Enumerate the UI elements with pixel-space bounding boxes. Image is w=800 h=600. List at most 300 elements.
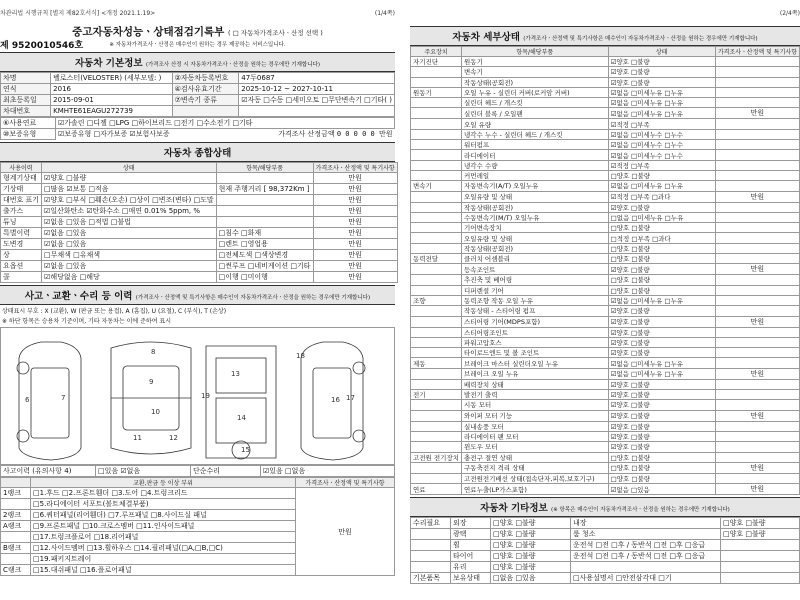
parts-rank bbox=[1, 532, 31, 543]
detail-item: 자동변속기(A/T) 오일누유 bbox=[462, 181, 609, 191]
detail-price: 만원 bbox=[715, 462, 799, 473]
other-status: □양호 □불량 bbox=[491, 540, 571, 551]
overall-price: 만원 bbox=[313, 184, 397, 195]
other-item-2: 운전석 □전 □후 / 동반석 □전 □후 □응급 bbox=[571, 540, 721, 551]
detail-status: ☑양호 □불량 bbox=[608, 379, 715, 389]
law-header: 차관리법 시행규칙 [별지 제82호서식] <개정 2021.1.19> bbox=[0, 10, 156, 17]
detail-group bbox=[411, 473, 462, 483]
other-item-2: □사용설명서 □안전삼각대 □기 bbox=[571, 573, 721, 584]
detail-item: 라디에이터 bbox=[462, 150, 609, 160]
overall-status: □무채색 □유채색 bbox=[42, 250, 217, 261]
right-page bbox=[410, 0, 800, 600]
other-item: 휠 bbox=[451, 540, 491, 551]
detail-row bbox=[411, 119, 800, 129]
detail-price bbox=[715, 223, 799, 233]
detail-status: □없음 □미세누유 □누유 bbox=[608, 212, 715, 222]
detail-item: 발전기 출력 bbox=[462, 390, 609, 400]
detail-group bbox=[411, 243, 462, 253]
fuel-table bbox=[0, 117, 395, 140]
detail-price bbox=[715, 243, 799, 253]
overall-part: □썬루프 □네비게이션 □기타 bbox=[216, 261, 313, 272]
detail-item: 클러치 어셈블리 bbox=[462, 254, 609, 264]
detail-column-header: 상태 bbox=[608, 47, 715, 57]
detail-price bbox=[715, 67, 799, 77]
detail-row bbox=[411, 160, 800, 170]
parts-column-header: 교환,판금 등 이상 부위 bbox=[31, 478, 296, 488]
overall-row bbox=[1, 250, 398, 261]
detail-status: □양호 □불량 bbox=[608, 462, 715, 473]
detail-price bbox=[715, 295, 799, 305]
detail-group bbox=[411, 285, 462, 295]
overall-status: ☑없음 □있음 □적법 □불법 bbox=[42, 217, 217, 228]
basic-info-value-2: 47두0687 bbox=[239, 73, 395, 84]
parts-list: □12.사이드멤버 □13.휠하우스 □14.필러패널(□A,□B,□C) bbox=[31, 543, 296, 554]
detail-item: 오일 유량 bbox=[462, 119, 609, 129]
overall-status: ☑해당없음 □해당 bbox=[42, 272, 217, 283]
detail-price bbox=[715, 160, 799, 170]
overall-part bbox=[216, 195, 313, 206]
detail-price: 만원 bbox=[715, 191, 799, 202]
detail-row bbox=[411, 150, 800, 160]
other-status-2 bbox=[721, 573, 800, 584]
overall-row bbox=[1, 261, 398, 272]
basic-info-label: 연식 bbox=[1, 84, 51, 95]
detail-row bbox=[411, 202, 800, 212]
other-group bbox=[411, 562, 451, 573]
detail-price: 만원 bbox=[715, 264, 799, 275]
parts-list: □19.패키지트레이 bbox=[31, 554, 296, 565]
detail-status: ☑적정 □부족 □과다 bbox=[608, 191, 715, 202]
basic-info-value-2: 2025-10-12 ~ 2027-10-11 bbox=[239, 84, 395, 95]
car-part-number: 13 bbox=[231, 370, 240, 378]
detail-item: 라디에이터 팬 모터 bbox=[462, 431, 609, 441]
detail-item: 커먼레일 bbox=[462, 170, 609, 180]
overall-item-label: 출가스 bbox=[1, 206, 42, 217]
fuel-label: ⑥사용연료 bbox=[1, 118, 56, 129]
detail-row bbox=[411, 233, 800, 243]
detail-item: 동력조향 작동 오일 누유 bbox=[462, 295, 609, 305]
overall-table bbox=[0, 162, 398, 283]
detail-group bbox=[411, 431, 462, 441]
detail-group bbox=[411, 421, 462, 431]
other-status: □양호 □불량 bbox=[491, 551, 571, 562]
detail-status: □양호 □불량 bbox=[608, 223, 715, 233]
detail-price bbox=[715, 327, 799, 337]
detail-price bbox=[715, 140, 799, 150]
other-section bbox=[410, 497, 800, 517]
detail-item: 실린더 블록 / 오일팬 bbox=[462, 108, 609, 119]
detail-status: ☑양호 □불량 bbox=[608, 316, 715, 327]
detail-row bbox=[411, 337, 800, 347]
overall-row bbox=[1, 239, 398, 250]
basic-info-label-2: ④검사유효기간 bbox=[172, 84, 239, 95]
parts-rank bbox=[1, 499, 31, 510]
detail-status: □양호 □불량 bbox=[608, 170, 715, 180]
detail-item: 추진축 및 베어링 bbox=[462, 275, 609, 285]
parts-rank: 1랭크 bbox=[1, 488, 31, 499]
detail-price: 만원 bbox=[715, 108, 799, 119]
detail-status: ☑양호 □불량 bbox=[608, 400, 715, 410]
other-item: 유리 bbox=[451, 562, 491, 573]
detail-item: 실내송풍 모터 bbox=[462, 421, 609, 431]
detail-item: 브레이크 마스터 실린더오일 누유 bbox=[462, 358, 609, 368]
overall-item-label: 형계기상태 bbox=[1, 173, 42, 184]
detail-item: 워터펌프 bbox=[462, 140, 609, 150]
section-note: (가격조사ㆍ산정액 및 특기사항은 매수인이 자동차가격조사ㆍ산정을 원하는 경우에만 기재합니다) bbox=[523, 36, 758, 42]
detail-status: □양호 □불량 bbox=[608, 275, 715, 285]
section-title: 사고ㆍ교환ㆍ수리 등 이력 bbox=[24, 291, 133, 302]
detail-status: ☑양호 □불량 bbox=[608, 264, 715, 275]
left-page bbox=[0, 0, 395, 600]
detail-group: 제동 bbox=[411, 358, 462, 368]
detail-row bbox=[411, 87, 800, 97]
basic-info-row bbox=[1, 73, 395, 84]
detail-group bbox=[411, 98, 462, 108]
detail-row bbox=[411, 170, 800, 180]
detail-row bbox=[411, 212, 800, 222]
other-item: 광택 bbox=[451, 529, 491, 540]
detail-item: 실린더 헤드 / 개스킷 bbox=[462, 98, 609, 108]
detail-row bbox=[411, 431, 800, 441]
detail-group bbox=[411, 140, 462, 150]
car-part-number: 12 bbox=[169, 434, 178, 442]
detail-section bbox=[410, 26, 800, 46]
other-group: 기본품목 bbox=[411, 573, 451, 584]
detail-group: 전기 bbox=[411, 390, 462, 400]
detail-price bbox=[715, 87, 799, 97]
detail-price bbox=[715, 452, 799, 462]
detail-group bbox=[411, 191, 462, 202]
other-group: 수리필요 bbox=[411, 518, 451, 529]
overall-item-label: 도변경 bbox=[1, 239, 42, 250]
detail-price bbox=[715, 119, 799, 129]
detail-price bbox=[715, 170, 799, 180]
detail-item: 등속조인트 bbox=[462, 264, 609, 275]
section-title: 자동차 종합상태 bbox=[163, 148, 232, 159]
detail-item: 오일 누유 ‑ 실린더 커버(로커암 커버) bbox=[462, 87, 609, 97]
detail-item: 브레이크 오일 누유 bbox=[462, 368, 609, 379]
car-part-number: 19 bbox=[201, 392, 210, 400]
detail-price bbox=[715, 150, 799, 160]
detail-row bbox=[411, 390, 800, 400]
detail-status: ☑없음 □미세누유 □누유 bbox=[608, 368, 715, 379]
detail-row bbox=[411, 264, 800, 275]
detail-price bbox=[715, 337, 799, 347]
car-part-number: 11 bbox=[133, 434, 142, 442]
other-status-2 bbox=[721, 540, 800, 551]
overall-row bbox=[1, 173, 398, 184]
parts-row bbox=[1, 488, 395, 499]
car-top-view-outline bbox=[111, 342, 191, 454]
detail-row bbox=[411, 462, 800, 473]
overall-row bbox=[1, 184, 398, 195]
detail-item: 연료누출(LP가스포함) bbox=[462, 484, 609, 495]
basic-info-label-2: ⑦변속기 종류 bbox=[172, 95, 239, 106]
detail-group: 조향 bbox=[411, 295, 462, 305]
price-label: 가격조사 산정금액 bbox=[278, 130, 335, 138]
detail-item: 변속기 bbox=[462, 67, 609, 77]
detail-item: 원동기 bbox=[462, 57, 609, 67]
other-status: □양호 □불량 bbox=[491, 518, 571, 529]
overall-item-label: 콜 bbox=[1, 272, 42, 283]
basic-info-label: 차명 bbox=[1, 73, 51, 84]
detail-row bbox=[411, 358, 800, 368]
overall-part bbox=[216, 217, 313, 228]
overall-part: □침수 □화재 bbox=[216, 228, 313, 239]
detail-item: 고전원전기배선 상태(접속단자,피복,보호기구) bbox=[462, 473, 609, 483]
detail-status: □양호 □불량 bbox=[608, 243, 715, 253]
other-row bbox=[411, 551, 800, 562]
detail-row bbox=[411, 295, 800, 305]
detail-item: 구동축전지 격리 상태 bbox=[462, 462, 609, 473]
detail-item: 타이로드엔드 및 볼 조인트 bbox=[462, 348, 609, 358]
basic-info-value: 2016 bbox=[51, 84, 172, 95]
other-row bbox=[411, 573, 800, 584]
overall-column-header: 가격조사ㆍ산정액 및 특기사항 bbox=[313, 163, 397, 173]
detail-item: 시동 모터 bbox=[462, 400, 609, 410]
detail-price bbox=[715, 129, 799, 139]
overall-part: □전체도색 □색상변경 bbox=[216, 250, 313, 261]
other-row bbox=[411, 562, 800, 573]
detail-row bbox=[411, 275, 800, 285]
detail-group bbox=[411, 316, 462, 327]
other-item-2: 내장 bbox=[571, 518, 721, 529]
detail-status: ☑양호 □불량 bbox=[608, 202, 715, 212]
detail-row bbox=[411, 98, 800, 108]
other-group bbox=[411, 540, 451, 551]
parts-rank bbox=[1, 554, 31, 565]
basic-info-label: 최초등록일 bbox=[1, 95, 51, 106]
other-group bbox=[411, 551, 451, 562]
overall-status: ☑없음 □있음 bbox=[42, 261, 217, 272]
detail-item: 충전구 절연 상태 bbox=[462, 452, 609, 462]
detail-row bbox=[411, 191, 800, 202]
basic-info-value: KMHTE61EAGU272739 bbox=[51, 106, 172, 117]
detail-status: ☑없음 □미세누유 □누유 bbox=[608, 87, 715, 97]
detail-group bbox=[411, 160, 462, 170]
car-part-number: 9 bbox=[149, 378, 154, 386]
detail-column-header: 가격조사ㆍ산정액 및 특기사항 bbox=[715, 47, 799, 57]
overall-row bbox=[1, 228, 398, 239]
overall-price: 만원 bbox=[313, 250, 397, 261]
car-part-number: 10 bbox=[151, 408, 160, 416]
detail-group: 변속기 bbox=[411, 181, 462, 191]
detail-price bbox=[715, 98, 799, 108]
detail-group: 고전원 전기장치 bbox=[411, 452, 462, 462]
detail-row bbox=[411, 223, 800, 233]
parts-list: □5.라디에이터 서포트(볼트체결부품) bbox=[31, 499, 296, 510]
section-note: (※ 항목은 매수인이 자동차가격조사ㆍ산정을 원하는 경우에만 기재합니다) bbox=[551, 507, 730, 514]
other-item: 보유상태 bbox=[451, 573, 491, 584]
detail-status: ☑없음 □미세누수 □누수 bbox=[608, 129, 715, 139]
overall-part: □이행 □미이행 bbox=[216, 272, 313, 283]
parts-rank: A랭크 bbox=[1, 521, 31, 532]
overall-price: 만원 bbox=[313, 239, 397, 250]
legend-line-1: 상태표시 부호 : X (교환), W (판금 또는 용접), A (흠집), U (요철), C (부식), T (손상) bbox=[2, 308, 227, 315]
fuel-options: ☑가솔린 □디젤 □LPG □하이브리드 □전기 □수소전기 □기타 bbox=[56, 118, 395, 129]
detail-price bbox=[715, 358, 799, 368]
overall-row bbox=[1, 206, 398, 217]
document-number: 제 9520010546호 bbox=[0, 41, 84, 51]
car-part-number: 18 bbox=[296, 352, 305, 360]
detail-row bbox=[411, 129, 800, 139]
detail-group bbox=[411, 442, 462, 452]
section-note: (가격조사 산정 시 자동차가격조사ㆍ산정을 원하는 경우에만 기재합니다) bbox=[145, 62, 321, 68]
detail-item: 디퍼렌셜 기어 bbox=[462, 285, 609, 295]
overall-section bbox=[0, 142, 395, 162]
basic-info-table bbox=[0, 72, 395, 117]
detail-row bbox=[411, 484, 800, 495]
detail-price bbox=[715, 57, 799, 67]
price-value: 0 0 0 0 0 만원 bbox=[336, 130, 393, 138]
detail-price bbox=[715, 348, 799, 358]
detail-price bbox=[715, 275, 799, 285]
detail-status: ☑양호 □불량 bbox=[608, 306, 715, 316]
detail-row bbox=[411, 285, 800, 295]
detail-item: 냉각수 수량 bbox=[462, 160, 609, 170]
parts-list: □9.프론트패널 □10.크로스멤버 □11.인사이드패널 bbox=[31, 521, 296, 532]
detail-status: □양호 □불량 bbox=[608, 285, 715, 295]
detail-item: 작동상태(공회전) bbox=[462, 202, 609, 212]
detail-item: 냉각수 누수 ‑ 실린더 헤드 / 개스킷 bbox=[462, 129, 609, 139]
overall-item-label: 대번호 표기 bbox=[1, 195, 42, 206]
legend-line-2: ※ 하단 항목은 승용차 기준이며, 기타 자동차는 이에 준하여 표시 bbox=[2, 318, 172, 325]
detail-group bbox=[411, 119, 462, 129]
detail-item: 작동상태 ‑ 스티어링 펌프 bbox=[462, 306, 609, 316]
detail-row bbox=[411, 421, 800, 431]
overall-column-header: 항목/해당부품 bbox=[216, 163, 313, 173]
detail-item: 윈도우 모터 bbox=[462, 442, 609, 452]
detail-group bbox=[411, 337, 462, 347]
detail-row bbox=[411, 327, 800, 337]
overall-row bbox=[1, 195, 398, 206]
overall-item-label: 특별이력 bbox=[1, 228, 42, 239]
detail-price bbox=[715, 202, 799, 212]
title-note: ※ 자동차가격조사ㆍ산정은 매수인이 원하는 경우 제공하는 서비스입니다. bbox=[109, 42, 286, 48]
detail-row bbox=[411, 410, 800, 421]
parts-list: □1.후드 □2.프론트휀더 □3.도어 □4.트렁크리드 bbox=[31, 488, 296, 499]
warranty-options: ☑보증유형 □자가보증 ☑보험사보증 bbox=[58, 130, 170, 138]
parts-list: □15.대쉬패널 □16.플로어패널 bbox=[31, 565, 296, 576]
overall-status: ☑없음 □있음 bbox=[42, 228, 217, 239]
overall-price: 만원 bbox=[313, 217, 397, 228]
other-status: □양호 □불량 bbox=[491, 529, 571, 540]
detail-table bbox=[410, 46, 800, 495]
overall-column-header: 사용이력 bbox=[1, 163, 42, 173]
detail-price bbox=[715, 400, 799, 410]
detail-price bbox=[715, 254, 799, 264]
title-options: ( □ 자동차가격조사ㆍ산정 선택 ) bbox=[227, 29, 323, 37]
page-number-right: (2/4쪽) bbox=[779, 10, 800, 17]
detail-price bbox=[715, 181, 799, 191]
basic-info-label-2: ②자동차등록번호 bbox=[172, 73, 239, 84]
basic-info-value-2: ☑자동 □수동 □세미오토 □무단변속기 □기타( ) bbox=[239, 95, 395, 106]
overall-part: 현재 주행거리 [ 98,372Km ] bbox=[216, 184, 313, 195]
detail-column-header: 주요장치 bbox=[411, 47, 462, 57]
detail-price bbox=[715, 379, 799, 389]
detail-group bbox=[411, 77, 462, 87]
detail-status: ☑양호 □불량 bbox=[608, 327, 715, 337]
detail-row bbox=[411, 181, 800, 191]
other-status: □양호 □불량 bbox=[491, 562, 571, 573]
overall-status: ☑일산화탄소 ☑탄화수소 □매연 0.01% 5ppm, % bbox=[42, 206, 217, 217]
detail-row bbox=[411, 243, 800, 253]
other-item: 타이어 bbox=[451, 551, 491, 562]
detail-price bbox=[715, 212, 799, 222]
overall-row bbox=[1, 217, 398, 228]
detail-row bbox=[411, 379, 800, 389]
simple-repair-status: ☑있음 □없음 bbox=[261, 466, 395, 477]
parts-list: □17.트렁크플로어 □18.리어패널 bbox=[31, 532, 296, 543]
basic-info-value-2 bbox=[239, 106, 395, 117]
detail-price bbox=[715, 233, 799, 243]
basic-info-value: 2015-09-01 bbox=[51, 95, 172, 106]
overall-status: □많음 ☑보통 □적음 bbox=[42, 184, 217, 195]
overall-part bbox=[216, 173, 313, 184]
detail-price bbox=[715, 77, 799, 87]
overall-part bbox=[216, 206, 313, 217]
detail-status: ☑없음 □미세누유 □누유 bbox=[608, 295, 715, 305]
basic-info-value: 벨로스터(VELOSTER) (세부모델: ) bbox=[51, 73, 172, 84]
detail-row bbox=[411, 452, 800, 462]
overall-status: ☑없음 □있음 bbox=[42, 239, 217, 250]
other-row bbox=[411, 540, 800, 551]
parts-price: 만원 bbox=[296, 488, 395, 576]
detail-row bbox=[411, 400, 800, 410]
detail-row bbox=[411, 108, 800, 119]
other-status: □없음 □있음 bbox=[491, 573, 571, 584]
detail-price bbox=[715, 306, 799, 316]
detail-group bbox=[411, 129, 462, 139]
other-group bbox=[411, 529, 451, 540]
detail-group: 동력전달 bbox=[411, 254, 462, 264]
other-item-2: 룸 청소 bbox=[571, 529, 721, 540]
detail-status: ☑양호 □불량 bbox=[608, 337, 715, 347]
detail-row bbox=[411, 473, 800, 483]
other-row bbox=[411, 518, 800, 529]
detail-group: 원동기 bbox=[411, 87, 462, 97]
overall-item-label: 상 bbox=[1, 250, 42, 261]
detail-status: □양호 □불량 bbox=[608, 473, 715, 483]
simple-repair-label: 단순수리 bbox=[191, 466, 261, 477]
parts-rank: 2랭크 bbox=[1, 510, 31, 521]
other-table bbox=[410, 517, 800, 584]
overall-price: 만원 bbox=[313, 206, 397, 217]
basic-info-label-2 bbox=[172, 106, 239, 117]
accident-table bbox=[0, 465, 395, 477]
parts-rank: C랭크 bbox=[1, 565, 31, 576]
overall-status: ☑양호 □부식 □훼손(오손) □상이 □변조(변타) □도말 bbox=[42, 195, 217, 206]
detail-item: 작동상태(공회전) bbox=[462, 77, 609, 87]
detail-group bbox=[411, 368, 462, 379]
detail-status: ☑양호 □불량 bbox=[608, 442, 715, 452]
detail-group bbox=[411, 264, 462, 275]
car-diagram bbox=[0, 327, 395, 465]
accident-row bbox=[1, 466, 395, 477]
warranty-label: ⑩보증유형 bbox=[1, 129, 56, 140]
car-part-number: 7 bbox=[61, 394, 66, 402]
detail-group bbox=[411, 170, 462, 180]
detail-item: 스티어링 기어(MDPS포함) bbox=[462, 316, 609, 327]
detail-item: 오일유량 및 상태 bbox=[462, 191, 609, 202]
other-status-2 bbox=[721, 551, 800, 562]
section-title: 자동차 세부상태 bbox=[452, 32, 520, 43]
detail-price: 만원 bbox=[715, 410, 799, 421]
detail-price: 만원 bbox=[715, 316, 799, 327]
detail-row bbox=[411, 348, 800, 358]
basic-info-label: 차대번호 bbox=[1, 106, 51, 117]
detail-item: 스티어링조인트 bbox=[462, 327, 609, 337]
